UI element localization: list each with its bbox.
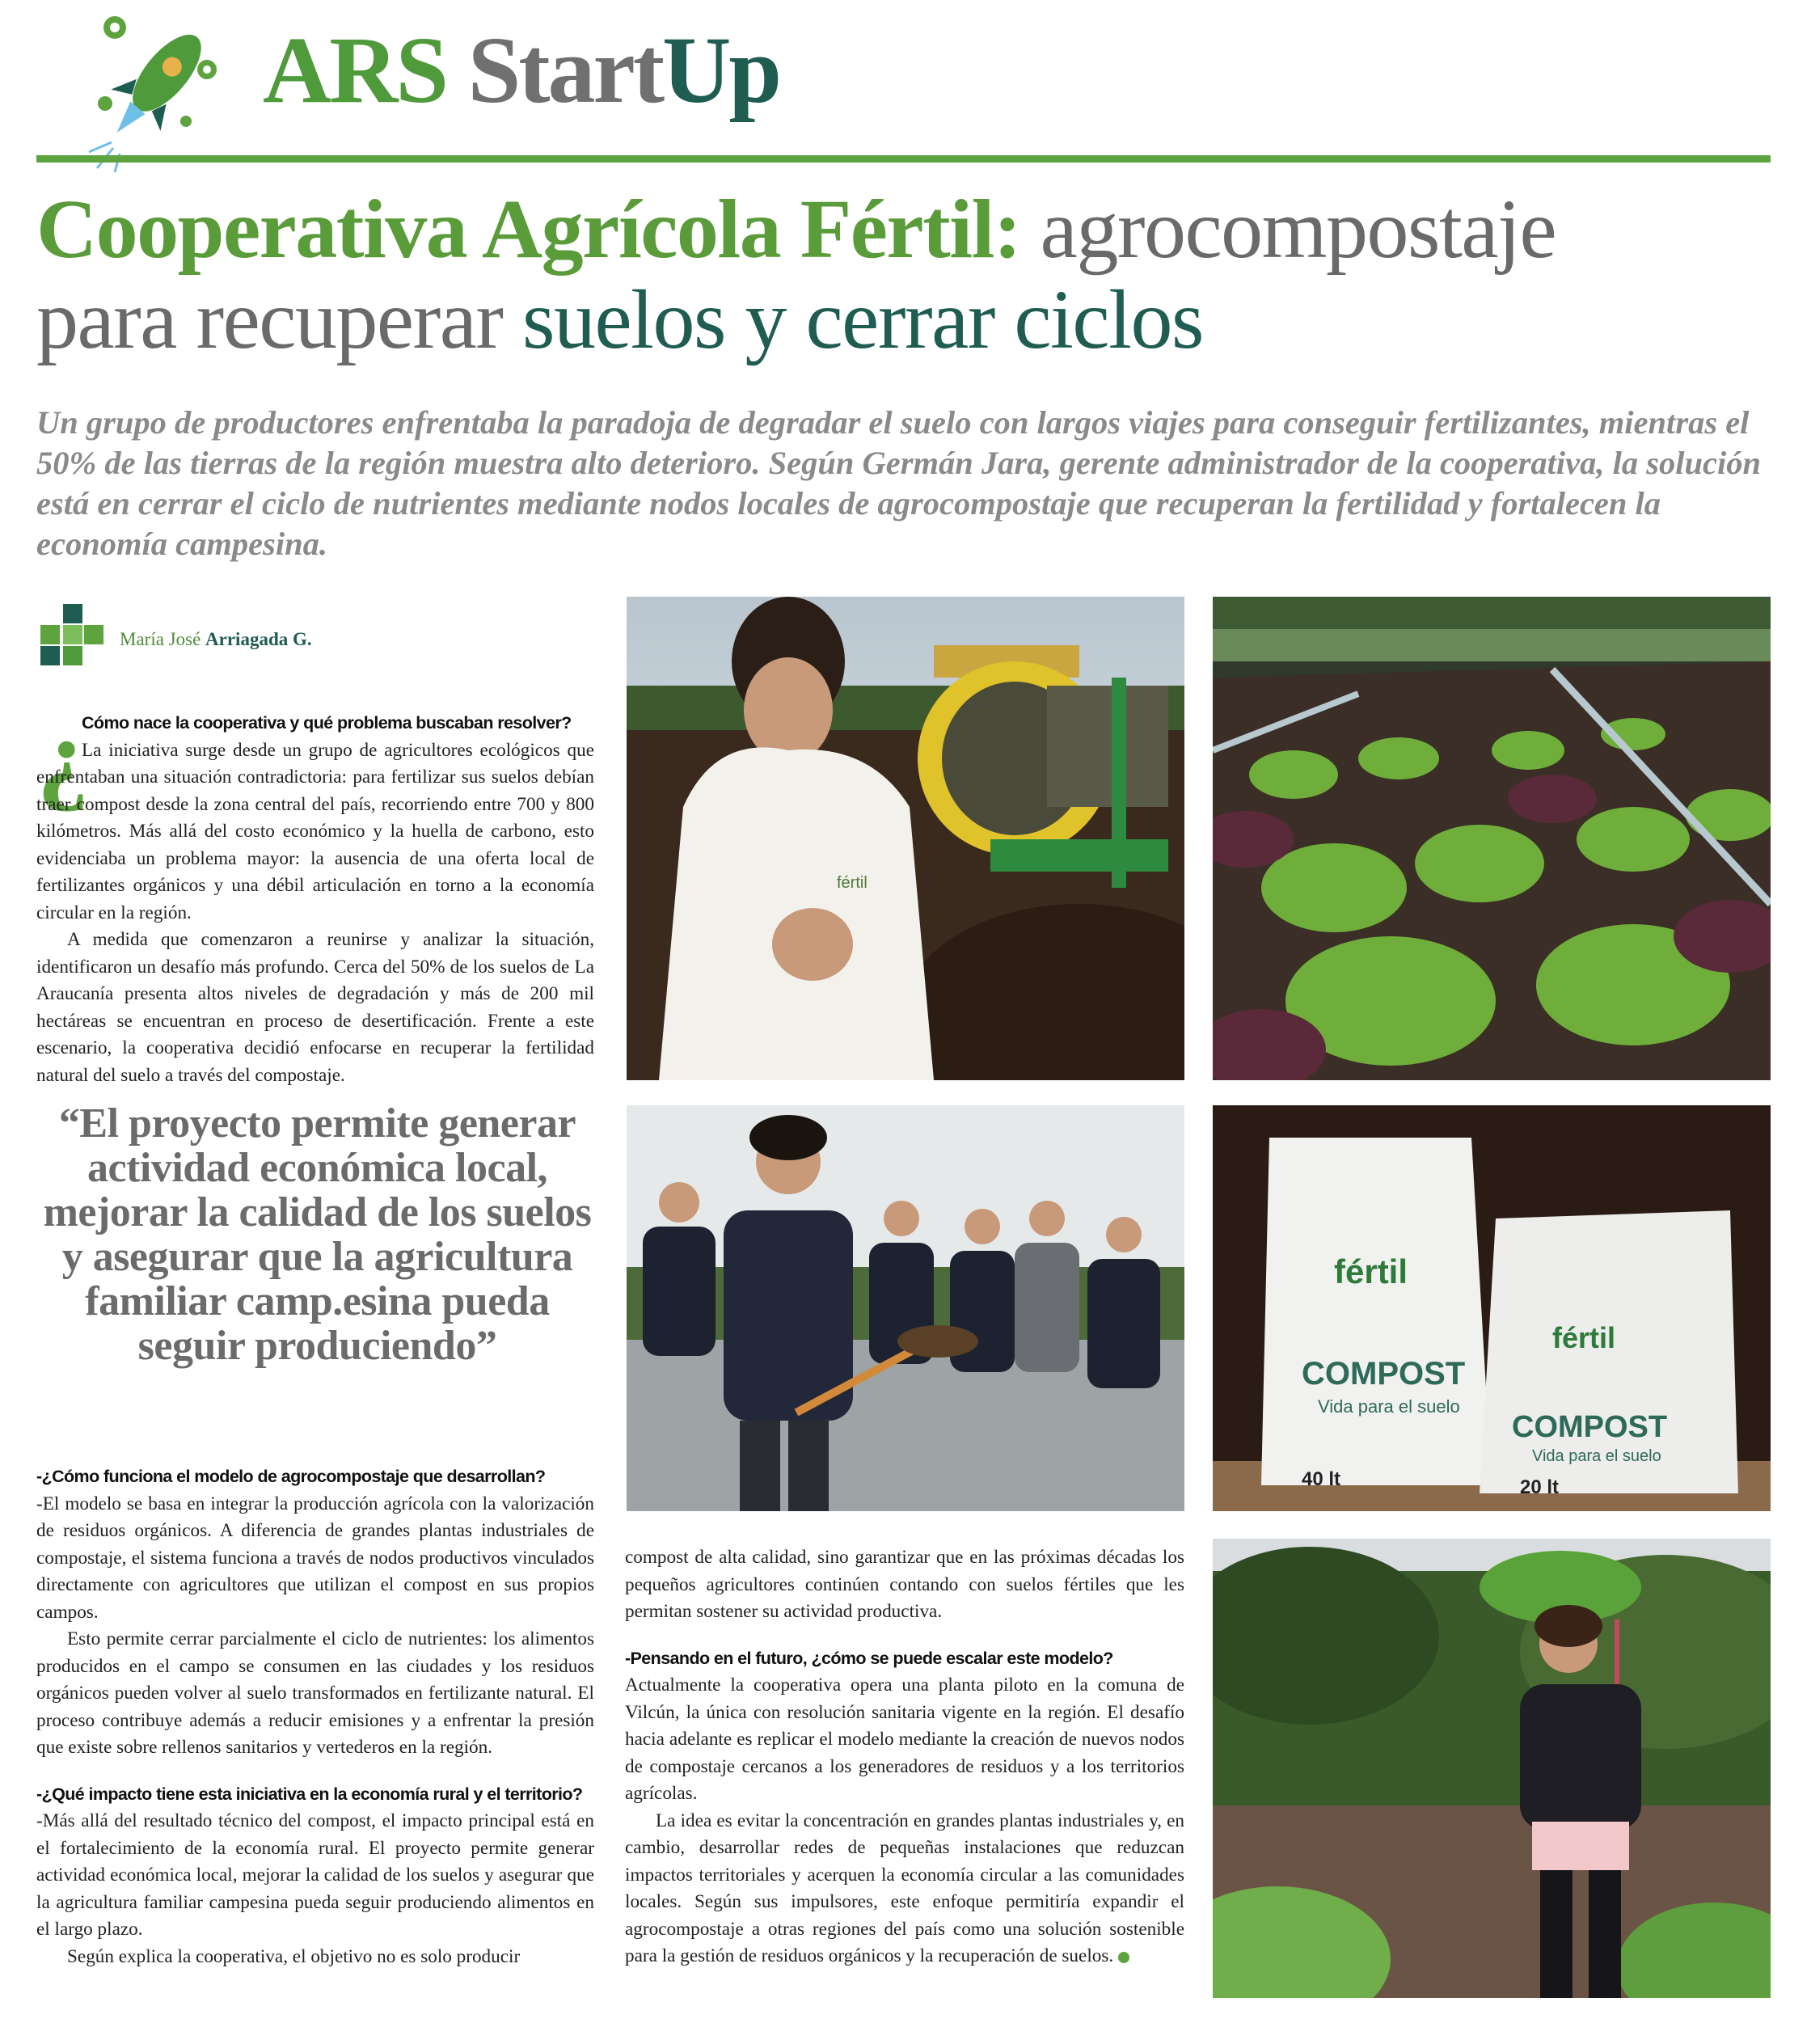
end-bullet-icon bbox=[1118, 1952, 1129, 1963]
brand-ars: ARS bbox=[263, 17, 447, 123]
question-4: -Pensando en el futuro, ¿cómo se puede escalar este modelo? bbox=[625, 1648, 1113, 1668]
answer-3-p1: -Más allá del resultado técnico del compost, el impacto principal está en el fortalecimiento de la economía rural. El proyecto permite generar actividad económica local, mejorar la calidad de los suelos y asegurar que la agricultura familiar campesina pueda seguir produciendo alimentos en el largo plazo. bbox=[36, 1810, 594, 1940]
dropcap: ¿ bbox=[37, 698, 89, 813]
bag1-brand: fértil bbox=[1334, 1252, 1408, 1290]
bag1-slogan: Vida para el suelo bbox=[1318, 1396, 1460, 1417]
answer-3-p2: Según explica la cooperativa, el objetivo no es solo producir bbox=[67, 1945, 521, 1967]
answer-2-p2: Esto permite cerrar parcialmente el ciclo de nutrientes: los alimentos producidos en el campo se consumen en las ciudades y los residuos orgánicos pueden volver al suelo transformados en fertilizante natural. El proceso contribuye además a reducir emisiones y a enfrentar la presión que existe sobre rellenos sanitarios y vertederos en la región. bbox=[36, 1628, 594, 1758]
column-1-bottom bbox=[36, 1463, 594, 1970]
bag1-product: COMPOST bbox=[1302, 1356, 1466, 1392]
brand-start: Start bbox=[467, 17, 663, 123]
pull-quote: “El proyecto permite generar actividad económica local, mejorar la calidad de los suelos y asegurar que la agricultura familiar camp.esina pueda seguir produciendo” bbox=[43, 1100, 592, 1369]
answer-1-p1: La iniciativa surge desde un grupo de agricultores ecológicos que enfrentaban una situación contradictoria: para fertilizar sus suelos debían traer compost desde la zona central del país, recorriendo entre 700 y 800 kilómetros. Más allá del costo económico y la huella de carbono, esto evidenciaba un problema mayor: la ausencia de una oferta local de fertilizantes orgánicos y una débil articulación en torno a la economía circular en la región. bbox=[36, 739, 594, 923]
photo-lettuce-field bbox=[1213, 597, 1771, 1080]
answer-4-p2: La idea es evitar la concentración en grandes plantas industriales y, en cambio, desarrollar redes de pequeñas instalaciones que reduzcan impactos territoriales y acerquen la economía circular a las comunidades locales. Según sus impulsores, este enfoque permitiría expandir el agrocompostaje a otras regiones del país como una solución sostenible para la gestión de residuos orgánicos y la recuperación de suelos. bbox=[625, 1810, 1184, 1966]
question-3: -¿Qué impacto tiene esta iniciativa en la economía rural y el territorio? bbox=[36, 1784, 583, 1804]
author-logo-icon bbox=[39, 601, 105, 667]
column-2 bbox=[625, 1544, 1184, 1970]
answer-4-p1: Actualmente la cooperativa opera una planta piloto en la comuna de Vilcún, la única con resolución sanitaria vigente en la región. El desafío hacia adelante es replicar el modelo mediante la creación de nuevos nodos de compostaje cercanos a los generadores de residuos y a los territorios agrícolas. bbox=[625, 1674, 1184, 1804]
headline-part1: Cooperativa Agrícola Fértil: bbox=[36, 183, 1021, 276]
answer-2-p1: -El modelo se basa en integrar la producción agrícola con la valorización de residuos orgánicos. A diferencia de grandes plantas industriales de compostaje, el sistema funciona a través de nodos productivos vinculados directamente con agricultores que utilizan el compost en sus propios campos. bbox=[36, 1493, 594, 1623]
bag2-brand: fértil bbox=[1552, 1321, 1616, 1354]
author-first: María José bbox=[120, 629, 201, 649]
lead-paragraph: Un grupo de productores enfrentaba la paradoja de degradar el suelo con largos viajes para conseguir fertilizantes, mientras el 50% de las tierras de la región muestra alto deterioro. Según Germán Jara, gerente administrador de la cooperativa, la solución está en cerrar el ciclo de nutrientes mediante nodos locales de agrocompostaje que recuperan la fertilidad y fortalecen la economía campesina. bbox=[36, 404, 1762, 562]
column-1-top bbox=[36, 710, 594, 1089]
question-2: -¿Cómo funciona el modelo de agrocompostaje que desarrollan? bbox=[36, 1467, 546, 1486]
photo-team-group bbox=[627, 1105, 1184, 1511]
rocket-logo-icon bbox=[65, 6, 234, 176]
answer-3-p2-cont: compost de alta calidad, sino garantizar que en las próximas décadas los pequeños agricultores continúen contando con suelos fértiles que les permitan sostener su actividad productiva. bbox=[625, 1547, 1184, 1622]
photo-woman-rhubarb bbox=[1213, 1539, 1771, 1998]
headline-part3: para recuperar bbox=[36, 273, 522, 366]
shirt-logo-text: fértil bbox=[837, 874, 868, 892]
question-1: Cómo nace la cooperativa y qué problema buscaban resolver? bbox=[82, 713, 572, 733]
bag2-product: COMPOST bbox=[1512, 1410, 1668, 1444]
brand-up: Up bbox=[662, 17, 779, 123]
author-name bbox=[120, 629, 312, 650]
headline bbox=[36, 184, 1775, 365]
bag1-volume: 40 lt bbox=[1302, 1468, 1341, 1490]
bag2-slogan: Vida para el suelo bbox=[1532, 1447, 1661, 1465]
bag2-volume: 20 lt bbox=[1520, 1476, 1560, 1498]
answer-1-p2: A medida que comenzaron a reunirse y analizar la situación, identificaron un desafío más profundo. Cerca del 50% de los suelos de La Araucanía presenta altos niveles de degradación y más de 200 mil hectáreas se encuentran en proceso de desertificación. Frente a este escenario, la cooperativa decidió enfocarse en recuperar la fertilidad natural del suelo a través del compostaje. bbox=[36, 929, 594, 1086]
brand-title bbox=[263, 17, 779, 123]
photo-compost-bags bbox=[1213, 1105, 1771, 1511]
headline-part2: agrocompostaje bbox=[1020, 183, 1556, 276]
header-rule bbox=[36, 155, 1771, 163]
author-last: Arriagada G. bbox=[205, 629, 312, 649]
photo-man-compost-machine bbox=[627, 597, 1184, 1080]
headline-part4: suelos y cerrar ciclos bbox=[522, 273, 1203, 366]
